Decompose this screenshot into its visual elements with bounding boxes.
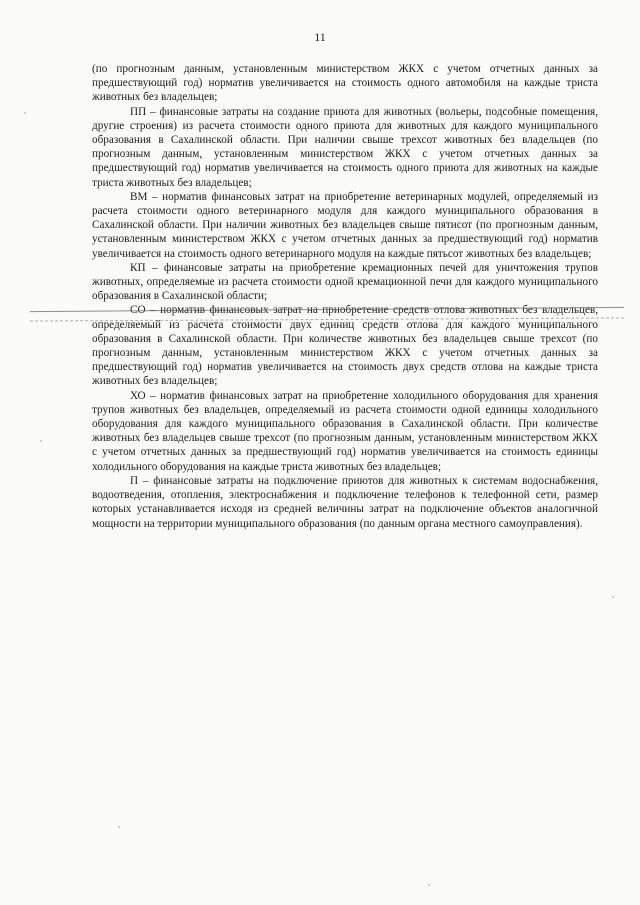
paragraph-p: П – финансовые затраты на подключение приютов для животных к системам водоснабжения, водоотведения, отопления, электроснабжения и подключение телефонов к телефонной сети, размер которых устанавливается исходя из средней величины затрат на подключение объектов аналогичной мощности на территории муниципального образования (по данным органа местного самоуправления). — [92, 474, 598, 530]
paragraph-vm: ВМ – норматив финансовых затрат на приобретение ветеринарных модулей, определяемый из расчета стоимости одного ветеринарного модуля для каждого муниципального образования в Сахалинской области. При наличии животных без владельцев свыше пятисот (по прогнозным данным, установленным министерством ЖКХ с учетом отчетных данных за предшествующий год) норматив увеличивается на стоимость одного ветеринарного модуля на каждые пятьсот животных без владельцев; — [92, 190, 598, 260]
paragraph-pp: ПП – финансовые затраты на создание приюта для животных (вольеры, подсобные помещения, другие строения) из расчета стоимости одного приюта для животных для каждого муниципального образования в Сахалинской области. При наличии свыше трехсот животных без владельцев (по прогнозным данным, установленным министерством ЖКХ с учетом отчетных данных за предшествующий год) норматив увеличивается на стоимость одного приюта для животных на каждые триста животных без владельцев; — [92, 105, 598, 189]
scan-speck — [428, 884, 430, 886]
scan-speck — [40, 440, 42, 442]
paragraph-ho: ХО – норматив финансовых затрат на приобретение холодильного оборудования для хранения трупов животных без владельцев, определяемый из расчета стоимости одной единицы холодильного оборудования для каждого муниципального образования в Сахалинской области. При количестве животных без владельцев свыше трехсот (по прогнозным данным, установленным министерством ЖКХ с учетом отчетных данных за предшествующий год) норматив увеличивается на стоимость единицы холодильного оборудования на каждые триста животных без владельцев; — [92, 389, 598, 473]
document-body — [92, 62, 598, 531]
paragraph-so: СО – норматив финансовых затрат на приобретение средств отлова животных без владельцев, определяемый из расчета стоимости двух единиц средств отлова для каждого муниципального образования в Сахалинской области. При количестве животных без владельцев свыше трехсот (по прогнозным данным, установленным министерством ЖКХ с учетом отчетных данных за предшествующий год) норматив увеличивается на стоимость двух средств отлова на каждые триста животных без владельцев; — [92, 304, 598, 388]
scan-speck — [118, 826, 120, 828]
scan-speck — [24, 112, 26, 114]
paragraph-kp: КП – финансовые затраты на приобретение кремационных печей для уничтожения трупов животных, определяемые из расчета стоимости одной кремационной печи для каждого муниципального образования в Сахалинской области; — [92, 261, 598, 303]
page-number: 11 — [314, 30, 326, 44]
scan-speck — [612, 596, 614, 598]
paragraph-continuation: (по прогнозным данным, установленным министерством ЖКХ с учетом отчетных данных за предшествующий год) норматив увеличивается на стоимость одного автомобиля на каждые триста животных без владельцев; — [92, 63, 598, 104]
